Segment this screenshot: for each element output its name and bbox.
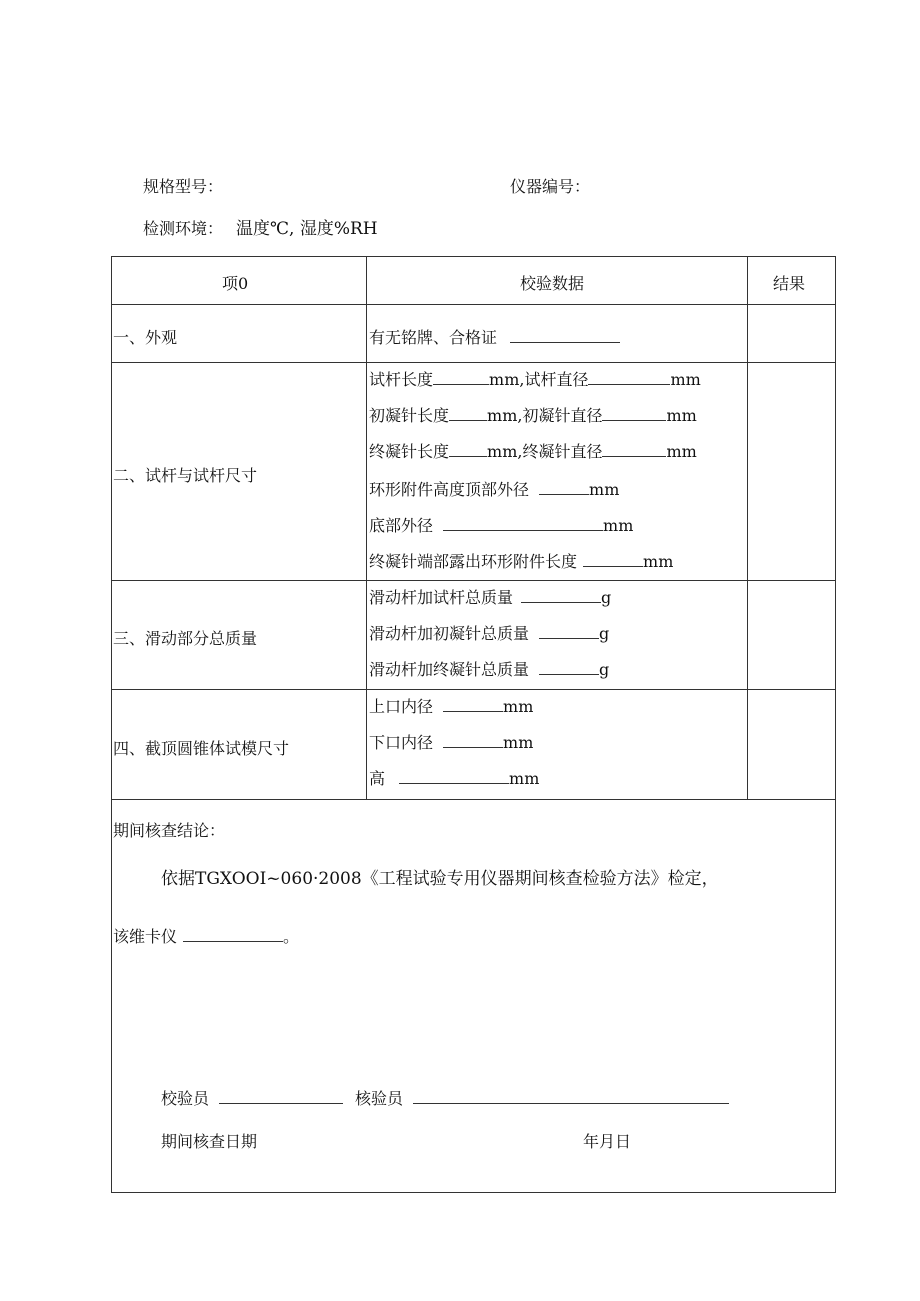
blank-field <box>449 442 487 457</box>
data-line: 滑动杆加试杆总质量 g <box>369 588 612 607</box>
conclusion-sentence: 依据TGXOOI~060·2008《工程试验专用仪器期间核查检验方法》检定， <box>161 869 719 889</box>
row-item-rod-dimensions: 二、试杆与试杆尺寸 <box>113 466 258 485</box>
blank-field <box>602 406 666 421</box>
divider <box>111 362 836 363</box>
divider <box>366 256 367 799</box>
blank-field <box>588 370 670 385</box>
spec-model-label: 规格型号： <box>143 177 224 196</box>
data-line: 终凝针长度 mm,终凝针直径 mm <box>369 442 697 461</box>
col-header-data: 校验数据 <box>520 274 585 293</box>
checker-signature: 校验员 <box>161 1086 343 1109</box>
row-item-sliding-mass: 三、滑动部分总质量 <box>113 629 258 648</box>
instrument-no-label: 仪器编号： <box>510 177 591 196</box>
data-line: 初凝针长度 mm,初凝针直径 mm <box>369 406 697 425</box>
col-header-result: 结果 <box>773 274 806 293</box>
divider <box>111 689 836 690</box>
conclusion-result: 该维卡仪 。 <box>113 927 300 946</box>
blank-field <box>443 733 503 748</box>
divider <box>111 304 836 305</box>
divider <box>111 799 836 800</box>
col-header-item: 项0 <box>222 274 249 293</box>
data-line: 环形附件高度顶部外径 mm <box>369 480 620 499</box>
data-line: 滑动杆加初凝针总质量 g <box>369 624 610 643</box>
blank-field <box>443 516 603 531</box>
data-line: 终凝针端部露出环形附件长度 mm <box>369 552 674 571</box>
env-label: 检测环境： <box>143 219 224 238</box>
blank-field <box>539 480 589 495</box>
data-line: 试杆长度 mm,试杆直径 mm <box>369 370 701 389</box>
blank-field <box>433 370 489 385</box>
blank-field <box>583 552 643 567</box>
data-line: 滑动杆加终凝针总质量 g <box>369 660 610 679</box>
blank-field <box>510 328 620 343</box>
blank-field <box>183 927 283 942</box>
divider <box>747 256 748 799</box>
blank-field <box>539 660 599 675</box>
divider <box>111 580 836 581</box>
date-label: 期间核查日期 <box>161 1132 258 1151</box>
data-line: 有无铭牌、合格证 <box>369 325 620 348</box>
blank-field <box>521 588 601 603</box>
reviewer-signature: 核验员 <box>355 1086 729 1109</box>
data-line: 高 mm <box>369 769 540 788</box>
inspection-table <box>111 256 836 1193</box>
data-line: 底部外径 mm <box>369 516 634 535</box>
row-item-mold-dimensions: 四、截顶圆锥体试模尺寸 <box>113 739 290 758</box>
blank-field <box>399 769 509 784</box>
conclusion-title: 期间核查结论： <box>113 821 226 840</box>
blank-field <box>413 1089 729 1104</box>
blank-field <box>219 1089 343 1104</box>
blank-field <box>602 442 666 457</box>
row-item-appearance: 一、外观 <box>113 328 178 347</box>
env-value: 温度℃, 湿度%RH <box>236 219 378 239</box>
blank-field <box>539 624 599 639</box>
data-line: 下口内径 mm <box>369 733 534 752</box>
data-line: 上口内径 mm <box>369 697 534 716</box>
blank-field <box>449 406 487 421</box>
blank-field <box>443 697 503 712</box>
date-value: 年月日 <box>583 1132 632 1151</box>
